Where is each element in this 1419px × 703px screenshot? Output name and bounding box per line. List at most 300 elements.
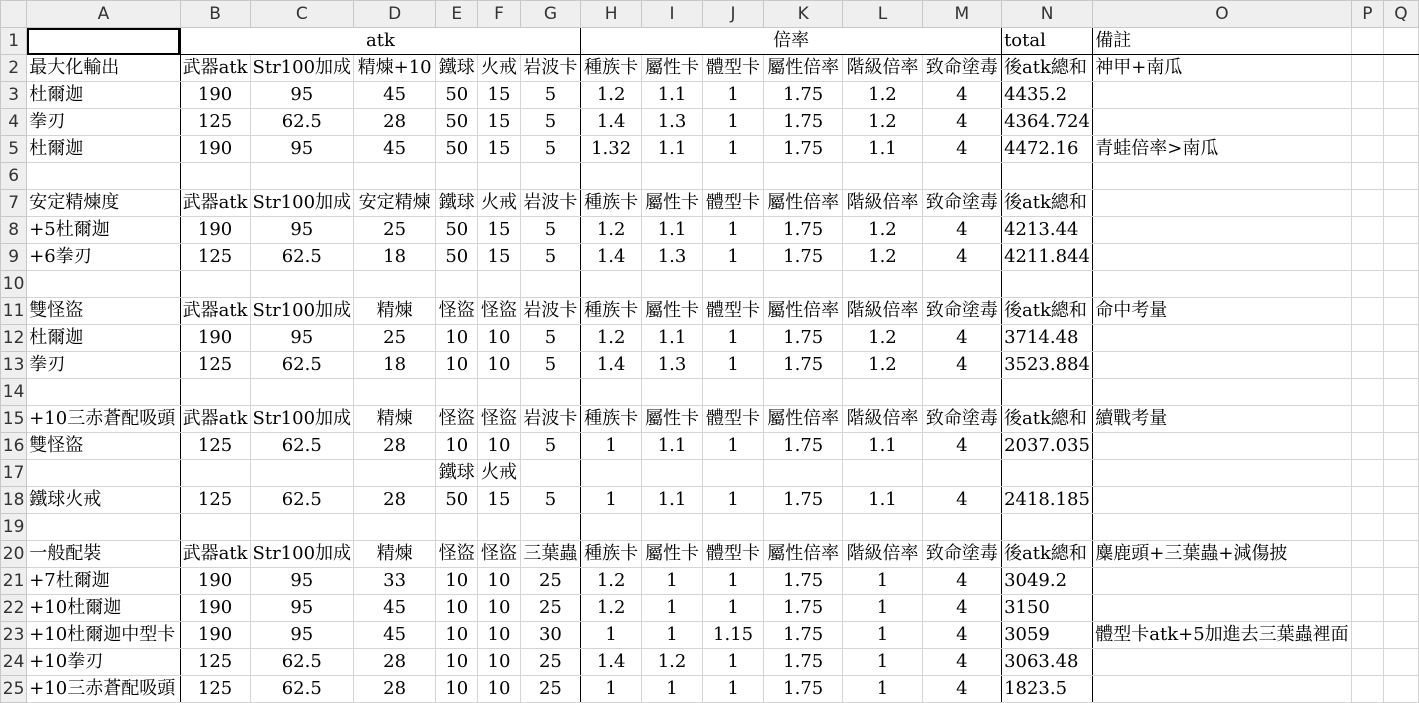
cell-d25[interactable]: 28 xyxy=(354,676,436,703)
cell-b3[interactable]: 190 xyxy=(180,82,250,109)
cell-o18[interactable] xyxy=(1093,487,1351,514)
cell-n19[interactable] xyxy=(1002,514,1093,541)
cell-e21[interactable]: 10 xyxy=(436,568,478,595)
cell-l25[interactable]: 1 xyxy=(843,676,922,703)
cell-p3[interactable] xyxy=(1351,82,1383,109)
cell-k20[interactable]: 屬性倍率 xyxy=(764,541,843,568)
cell-f22[interactable]: 10 xyxy=(478,595,520,622)
cell-l19[interactable] xyxy=(843,514,922,541)
cell-j10[interactable] xyxy=(702,271,763,298)
cell-p20[interactable] xyxy=(1351,541,1383,568)
cell-j20[interactable]: 體型卡 xyxy=(702,541,763,568)
cell-k10[interactable] xyxy=(764,271,843,298)
cell-h15[interactable]: 種族卡 xyxy=(581,406,642,433)
cell-c25[interactable]: 62.5 xyxy=(250,676,354,703)
cell-n15[interactable]: 後atk總和 xyxy=(1002,406,1093,433)
cell-q8[interactable] xyxy=(1384,217,1419,244)
column-header-i[interactable]: I xyxy=(642,1,703,28)
cell-e13[interactable]: 10 xyxy=(436,352,478,379)
cell-d12[interactable]: 25 xyxy=(354,325,436,352)
cell-d15[interactable]: 精煉 xyxy=(354,406,436,433)
cell-h24[interactable]: 1.4 xyxy=(581,649,642,676)
cell-j25[interactable]: 1 xyxy=(702,676,763,703)
cell-f16[interactable]: 10 xyxy=(478,433,520,460)
cell-l10[interactable] xyxy=(843,271,922,298)
row-header-19[interactable]: 19 xyxy=(1,514,27,541)
cell-i21[interactable]: 1 xyxy=(642,568,703,595)
cell-q24[interactable] xyxy=(1384,649,1419,676)
cell-f15[interactable]: 怪盜 xyxy=(478,406,520,433)
cell-l24[interactable]: 1 xyxy=(843,649,922,676)
cell-h1[interactable]: 倍率 xyxy=(581,28,1002,55)
cell-e23[interactable]: 10 xyxy=(436,622,478,649)
cell-i24[interactable]: 1.2 xyxy=(642,649,703,676)
cell-f8[interactable]: 15 xyxy=(478,217,520,244)
cell-a12[interactable]: 杜爾迦 xyxy=(27,325,180,352)
cell-l7[interactable]: 階級倍率 xyxy=(843,190,922,217)
cell-a23[interactable]: +10杜爾迦中型卡 xyxy=(27,622,180,649)
cell-d7[interactable]: 安定精煉 xyxy=(354,190,436,217)
cell-l22[interactable]: 1 xyxy=(843,595,922,622)
cell-o11[interactable]: 命中考量 xyxy=(1093,298,1351,325)
cell-a5[interactable]: 杜爾迦 xyxy=(27,136,180,163)
cell-m20[interactable]: 致命塗毒 xyxy=(922,541,1001,568)
cell-q2[interactable] xyxy=(1384,55,1419,82)
cell-c3[interactable]: 95 xyxy=(250,82,354,109)
cell-l17[interactable] xyxy=(843,460,922,487)
cell-a4[interactable]: 拳刃 xyxy=(27,109,180,136)
cell-g12[interactable]: 5 xyxy=(520,325,581,352)
cell-b19[interactable] xyxy=(180,514,250,541)
cell-o9[interactable] xyxy=(1093,244,1351,271)
cell-o2[interactable]: 神甲+南瓜 xyxy=(1093,55,1351,82)
cell-h14[interactable] xyxy=(581,379,642,406)
cell-p17[interactable] xyxy=(1351,460,1383,487)
cell-o6[interactable] xyxy=(1093,163,1351,190)
cell-m17[interactable] xyxy=(922,460,1001,487)
cell-h11[interactable]: 種族卡 xyxy=(581,298,642,325)
cell-p19[interactable] xyxy=(1351,514,1383,541)
column-header-b[interactable]: B xyxy=(180,1,250,28)
cell-g11[interactable]: 岩波卡 xyxy=(520,298,581,325)
cell-e9[interactable]: 50 xyxy=(436,244,478,271)
cell-a22[interactable]: +10杜爾迦 xyxy=(27,595,180,622)
cell-h10[interactable] xyxy=(581,271,642,298)
cell-j4[interactable]: 1 xyxy=(702,109,763,136)
cell-q23[interactable] xyxy=(1384,622,1419,649)
cell-d6[interactable] xyxy=(354,163,436,190)
cell-k8[interactable]: 1.75 xyxy=(764,217,843,244)
cell-n6[interactable] xyxy=(1002,163,1093,190)
cell-a14[interactable] xyxy=(27,379,180,406)
cell-o21[interactable] xyxy=(1093,568,1351,595)
cell-h20[interactable]: 種族卡 xyxy=(581,541,642,568)
cell-i18[interactable]: 1.1 xyxy=(642,487,703,514)
cell-j11[interactable]: 體型卡 xyxy=(702,298,763,325)
cell-m7[interactable]: 致命塗毒 xyxy=(922,190,1001,217)
column-header-n[interactable]: N xyxy=(1002,1,1093,28)
cell-a18[interactable]: 鐵球火戒 xyxy=(27,487,180,514)
cell-g7[interactable]: 岩波卡 xyxy=(520,190,581,217)
cell-i16[interactable]: 1.1 xyxy=(642,433,703,460)
cell-f6[interactable] xyxy=(478,163,520,190)
cell-p12[interactable] xyxy=(1351,325,1383,352)
cell-o24[interactable] xyxy=(1093,649,1351,676)
cell-e16[interactable]: 10 xyxy=(436,433,478,460)
cell-b8[interactable]: 190 xyxy=(180,217,250,244)
cell-f11[interactable]: 怪盜 xyxy=(478,298,520,325)
row-header-23[interactable]: 23 xyxy=(1,622,27,649)
cell-i17[interactable] xyxy=(642,460,703,487)
cell-k9[interactable]: 1.75 xyxy=(764,244,843,271)
cell-h18[interactable]: 1 xyxy=(581,487,642,514)
cell-f25[interactable]: 10 xyxy=(478,676,520,703)
row-header-13[interactable]: 13 xyxy=(1,352,27,379)
cell-g18[interactable]: 5 xyxy=(520,487,581,514)
row-header-5[interactable]: 5 xyxy=(1,136,27,163)
cell-g8[interactable]: 5 xyxy=(520,217,581,244)
cell-p6[interactable] xyxy=(1351,163,1383,190)
cell-o14[interactable] xyxy=(1093,379,1351,406)
column-header-c[interactable]: C xyxy=(250,1,354,28)
cell-c5[interactable]: 95 xyxy=(250,136,354,163)
cell-b14[interactable] xyxy=(180,379,250,406)
cell-d3[interactable]: 45 xyxy=(354,82,436,109)
cell-f14[interactable] xyxy=(478,379,520,406)
cell-q10[interactable] xyxy=(1384,271,1419,298)
row-header-15[interactable]: 15 xyxy=(1,406,27,433)
cell-o8[interactable] xyxy=(1093,217,1351,244)
cell-f5[interactable]: 15 xyxy=(478,136,520,163)
cell-n20[interactable]: 後atk總和 xyxy=(1002,541,1093,568)
row-header-10[interactable]: 10 xyxy=(1,271,27,298)
cell-q1[interactable] xyxy=(1384,28,1419,55)
cell-j3[interactable]: 1 xyxy=(702,82,763,109)
cell-h8[interactable]: 1.2 xyxy=(581,217,642,244)
cell-j7[interactable]: 體型卡 xyxy=(702,190,763,217)
cell-h23[interactable]: 1 xyxy=(581,622,642,649)
cell-g13[interactable]: 5 xyxy=(520,352,581,379)
cell-m15[interactable]: 致命塗毒 xyxy=(922,406,1001,433)
cell-h19[interactable] xyxy=(581,514,642,541)
cell-f24[interactable]: 10 xyxy=(478,649,520,676)
cell-j12[interactable]: 1 xyxy=(702,325,763,352)
cell-h16[interactable]: 1 xyxy=(581,433,642,460)
cell-p8[interactable] xyxy=(1351,217,1383,244)
cell-n22[interactable]: 3150 xyxy=(1002,595,1093,622)
cell-q6[interactable] xyxy=(1384,163,1419,190)
cell-f10[interactable] xyxy=(478,271,520,298)
cell-p9[interactable] xyxy=(1351,244,1383,271)
cell-o15[interactable]: 續戰考量 xyxy=(1093,406,1351,433)
cell-e14[interactable] xyxy=(436,379,478,406)
cell-m18[interactable]: 4 xyxy=(922,487,1001,514)
cell-a16[interactable]: 雙怪盜 xyxy=(27,433,180,460)
cell-p24[interactable] xyxy=(1351,649,1383,676)
row-header-4[interactable]: 4 xyxy=(1,109,27,136)
cell-c20[interactable]: Str100加成 xyxy=(250,541,354,568)
cell-q9[interactable] xyxy=(1384,244,1419,271)
cell-h7[interactable]: 種族卡 xyxy=(581,190,642,217)
column-header-p[interactable]: P xyxy=(1351,1,1383,28)
cell-g3[interactable]: 5 xyxy=(520,82,581,109)
cell-n18[interactable]: 2418.185 xyxy=(1002,487,1093,514)
cell-e11[interactable]: 怪盜 xyxy=(436,298,478,325)
cell-a3[interactable]: 杜爾迦 xyxy=(27,82,180,109)
cell-l15[interactable]: 階級倍率 xyxy=(843,406,922,433)
row-header-1[interactable]: 1 xyxy=(1,28,27,55)
cell-d13[interactable]: 18 xyxy=(354,352,436,379)
cell-m21[interactable]: 4 xyxy=(922,568,1001,595)
cell-l18[interactable]: 1.1 xyxy=(843,487,922,514)
cell-e15[interactable]: 怪盜 xyxy=(436,406,478,433)
cell-d14[interactable] xyxy=(354,379,436,406)
cell-b15[interactable]: 武器atk xyxy=(180,406,250,433)
cell-e6[interactable] xyxy=(436,163,478,190)
cell-k22[interactable]: 1.75 xyxy=(764,595,843,622)
cell-p5[interactable] xyxy=(1351,136,1383,163)
cell-q18[interactable] xyxy=(1384,487,1419,514)
cell-l12[interactable]: 1.2 xyxy=(843,325,922,352)
cell-g4[interactable]: 5 xyxy=(520,109,581,136)
cell-j13[interactable]: 1 xyxy=(702,352,763,379)
cell-c4[interactable]: 62.5 xyxy=(250,109,354,136)
cell-a9[interactable]: +6拳刃 xyxy=(27,244,180,271)
cell-o4[interactable] xyxy=(1093,109,1351,136)
row-header-17[interactable]: 17 xyxy=(1,460,27,487)
cell-l20[interactable]: 階級倍率 xyxy=(843,541,922,568)
cell-p1[interactable] xyxy=(1351,28,1383,55)
cell-d17[interactable] xyxy=(354,460,436,487)
column-header-f[interactable]: F xyxy=(478,1,520,28)
cell-k15[interactable]: 屬性倍率 xyxy=(764,406,843,433)
cell-m6[interactable] xyxy=(922,163,1001,190)
cell-n10[interactable] xyxy=(1002,271,1093,298)
cell-i20[interactable]: 屬性卡 xyxy=(642,541,703,568)
cell-a8[interactable]: +5杜爾迦 xyxy=(27,217,180,244)
cell-e24[interactable]: 10 xyxy=(436,649,478,676)
row-header-2[interactable]: 2 xyxy=(1,55,27,82)
cell-i22[interactable]: 1 xyxy=(642,595,703,622)
cell-b1[interactable]: atk xyxy=(180,28,581,55)
cell-g24[interactable]: 25 xyxy=(520,649,581,676)
cell-b7[interactable]: 武器atk xyxy=(180,190,250,217)
cell-i8[interactable]: 1.1 xyxy=(642,217,703,244)
cell-k25[interactable]: 1.75 xyxy=(764,676,843,703)
cell-l16[interactable]: 1.1 xyxy=(843,433,922,460)
cell-m12[interactable]: 4 xyxy=(922,325,1001,352)
cell-a1[interactable] xyxy=(27,28,180,55)
cell-d2[interactable]: 精煉+10 xyxy=(354,55,436,82)
cell-g6[interactable] xyxy=(520,163,581,190)
cell-f19[interactable] xyxy=(478,514,520,541)
cell-k17[interactable] xyxy=(764,460,843,487)
cell-m24[interactable]: 4 xyxy=(922,649,1001,676)
cell-l13[interactable]: 1.2 xyxy=(843,352,922,379)
cell-b20[interactable]: 武器atk xyxy=(180,541,250,568)
cell-m2[interactable]: 致命塗毒 xyxy=(922,55,1001,82)
cell-g19[interactable] xyxy=(520,514,581,541)
column-header-h[interactable]: H xyxy=(581,1,642,28)
cell-d10[interactable] xyxy=(354,271,436,298)
cell-o7[interactable] xyxy=(1093,190,1351,217)
row-header-20[interactable]: 20 xyxy=(1,541,27,568)
row-header-12[interactable]: 12 xyxy=(1,325,27,352)
cell-n16[interactable]: 2037.035 xyxy=(1002,433,1093,460)
cell-c8[interactable]: 95 xyxy=(250,217,354,244)
cell-a10[interactable] xyxy=(27,271,180,298)
cell-i4[interactable]: 1.3 xyxy=(642,109,703,136)
cell-m22[interactable]: 4 xyxy=(922,595,1001,622)
cell-d22[interactable]: 45 xyxy=(354,595,436,622)
cell-n11[interactable]: 後atk總和 xyxy=(1002,298,1093,325)
cell-p16[interactable] xyxy=(1351,433,1383,460)
cell-d16[interactable]: 28 xyxy=(354,433,436,460)
cell-m11[interactable]: 致命塗毒 xyxy=(922,298,1001,325)
cell-c2[interactable]: Str100加成 xyxy=(250,55,354,82)
cell-b12[interactable]: 190 xyxy=(180,325,250,352)
cell-d20[interactable]: 精煉 xyxy=(354,541,436,568)
cell-g17[interactable] xyxy=(520,460,581,487)
cell-e17[interactable]: 鐵球 xyxy=(436,460,478,487)
cell-n12[interactable]: 3714.48 xyxy=(1002,325,1093,352)
cell-m9[interactable]: 4 xyxy=(922,244,1001,271)
cell-h2[interactable]: 種族卡 xyxy=(581,55,642,82)
cell-n1[interactable]: total xyxy=(1002,28,1093,55)
cell-g21[interactable]: 25 xyxy=(520,568,581,595)
cell-a19[interactable] xyxy=(27,514,180,541)
cell-i9[interactable]: 1.3 xyxy=(642,244,703,271)
cell-d4[interactable]: 28 xyxy=(354,109,436,136)
cell-b9[interactable]: 125 xyxy=(180,244,250,271)
cell-j23[interactable]: 1.15 xyxy=(702,622,763,649)
cell-c15[interactable]: Str100加成 xyxy=(250,406,354,433)
cell-n3[interactable]: 4435.2 xyxy=(1002,82,1093,109)
cell-j22[interactable]: 1 xyxy=(702,595,763,622)
cell-j15[interactable]: 體型卡 xyxy=(702,406,763,433)
cell-n21[interactable]: 3049.2 xyxy=(1002,568,1093,595)
cell-f20[interactable]: 怪盜 xyxy=(478,541,520,568)
cell-h25[interactable]: 1 xyxy=(581,676,642,703)
cell-e2[interactable]: 鐵球 xyxy=(436,55,478,82)
cell-p2[interactable] xyxy=(1351,55,1383,82)
cell-a2[interactable]: 最大化輸出 xyxy=(27,55,180,82)
cell-m25[interactable]: 4 xyxy=(922,676,1001,703)
cell-h13[interactable]: 1.4 xyxy=(581,352,642,379)
cell-o19[interactable] xyxy=(1093,514,1351,541)
cell-d9[interactable]: 18 xyxy=(354,244,436,271)
cell-k23[interactable]: 1.75 xyxy=(764,622,843,649)
cell-p13[interactable] xyxy=(1351,352,1383,379)
cell-i19[interactable] xyxy=(642,514,703,541)
cell-c23[interactable]: 95 xyxy=(250,622,354,649)
cell-k16[interactable]: 1.75 xyxy=(764,433,843,460)
cell-n5[interactable]: 4472.16 xyxy=(1002,136,1093,163)
column-header-l[interactable]: L xyxy=(843,1,922,28)
cell-f7[interactable]: 火戒 xyxy=(478,190,520,217)
cell-n9[interactable]: 4211.844 xyxy=(1002,244,1093,271)
cell-l21[interactable]: 1 xyxy=(843,568,922,595)
row-header-7[interactable]: 7 xyxy=(1,190,27,217)
cell-b13[interactable]: 125 xyxy=(180,352,250,379)
cell-i10[interactable] xyxy=(642,271,703,298)
cell-k6[interactable] xyxy=(764,163,843,190)
cell-a25[interactable]: +10三赤蒼配吸頭 xyxy=(27,676,180,703)
row-header-8[interactable]: 8 xyxy=(1,217,27,244)
cell-c7[interactable]: Str100加成 xyxy=(250,190,354,217)
column-header-j[interactable]: J xyxy=(702,1,763,28)
cell-a15[interactable]: +10三赤蒼配吸頭 xyxy=(27,406,180,433)
cell-a13[interactable]: 拳刃 xyxy=(27,352,180,379)
cell-l14[interactable] xyxy=(843,379,922,406)
cell-a11[interactable]: 雙怪盜 xyxy=(27,298,180,325)
cell-b2[interactable]: 武器atk xyxy=(180,55,250,82)
cell-c22[interactable]: 95 xyxy=(250,595,354,622)
row-header-21[interactable]: 21 xyxy=(1,568,27,595)
cell-l3[interactable]: 1.2 xyxy=(843,82,922,109)
cell-d5[interactable]: 45 xyxy=(354,136,436,163)
cell-o25[interactable] xyxy=(1093,676,1351,703)
cell-d18[interactable]: 28 xyxy=(354,487,436,514)
cell-g22[interactable]: 25 xyxy=(520,595,581,622)
cell-b6[interactable] xyxy=(180,163,250,190)
cell-p23[interactable] xyxy=(1351,622,1383,649)
row-header-25[interactable]: 25 xyxy=(1,676,27,703)
cell-i7[interactable]: 屬性卡 xyxy=(642,190,703,217)
cell-c9[interactable]: 62.5 xyxy=(250,244,354,271)
cell-j2[interactable]: 體型卡 xyxy=(702,55,763,82)
cell-q19[interactable] xyxy=(1384,514,1419,541)
cell-j8[interactable]: 1 xyxy=(702,217,763,244)
cell-c21[interactable]: 95 xyxy=(250,568,354,595)
cell-h6[interactable] xyxy=(581,163,642,190)
cell-n14[interactable] xyxy=(1002,379,1093,406)
cell-h4[interactable]: 1.4 xyxy=(581,109,642,136)
cell-i5[interactable]: 1.1 xyxy=(642,136,703,163)
row-header-24[interactable]: 24 xyxy=(1,649,27,676)
cell-b10[interactable] xyxy=(180,271,250,298)
cell-o3[interactable] xyxy=(1093,82,1351,109)
cell-g5[interactable]: 5 xyxy=(520,136,581,163)
row-header-6[interactable]: 6 xyxy=(1,163,27,190)
cell-c12[interactable]: 95 xyxy=(250,325,354,352)
cell-j19[interactable] xyxy=(702,514,763,541)
cell-q3[interactable] xyxy=(1384,82,1419,109)
cell-q25[interactable] xyxy=(1384,676,1419,703)
cell-i6[interactable] xyxy=(642,163,703,190)
cell-n17[interactable] xyxy=(1002,460,1093,487)
cell-b25[interactable]: 125 xyxy=(180,676,250,703)
cell-n13[interactable]: 3523.884 xyxy=(1002,352,1093,379)
cell-k12[interactable]: 1.75 xyxy=(764,325,843,352)
cell-g10[interactable] xyxy=(520,271,581,298)
cell-j16[interactable]: 1 xyxy=(702,433,763,460)
cell-c16[interactable]: 62.5 xyxy=(250,433,354,460)
cell-j6[interactable] xyxy=(702,163,763,190)
cell-i2[interactable]: 屬性卡 xyxy=(642,55,703,82)
cell-q22[interactable] xyxy=(1384,595,1419,622)
cell-f2[interactable]: 火戒 xyxy=(478,55,520,82)
cell-j21[interactable]: 1 xyxy=(702,568,763,595)
cell-b24[interactable]: 125 xyxy=(180,649,250,676)
cell-q5[interactable] xyxy=(1384,136,1419,163)
row-header-14[interactable]: 14 xyxy=(1,379,27,406)
cell-m16[interactable]: 4 xyxy=(922,433,1001,460)
cell-n8[interactable]: 4213.44 xyxy=(1002,217,1093,244)
cell-g25[interactable]: 25 xyxy=(520,676,581,703)
cell-i15[interactable]: 屬性卡 xyxy=(642,406,703,433)
cell-g9[interactable]: 5 xyxy=(520,244,581,271)
